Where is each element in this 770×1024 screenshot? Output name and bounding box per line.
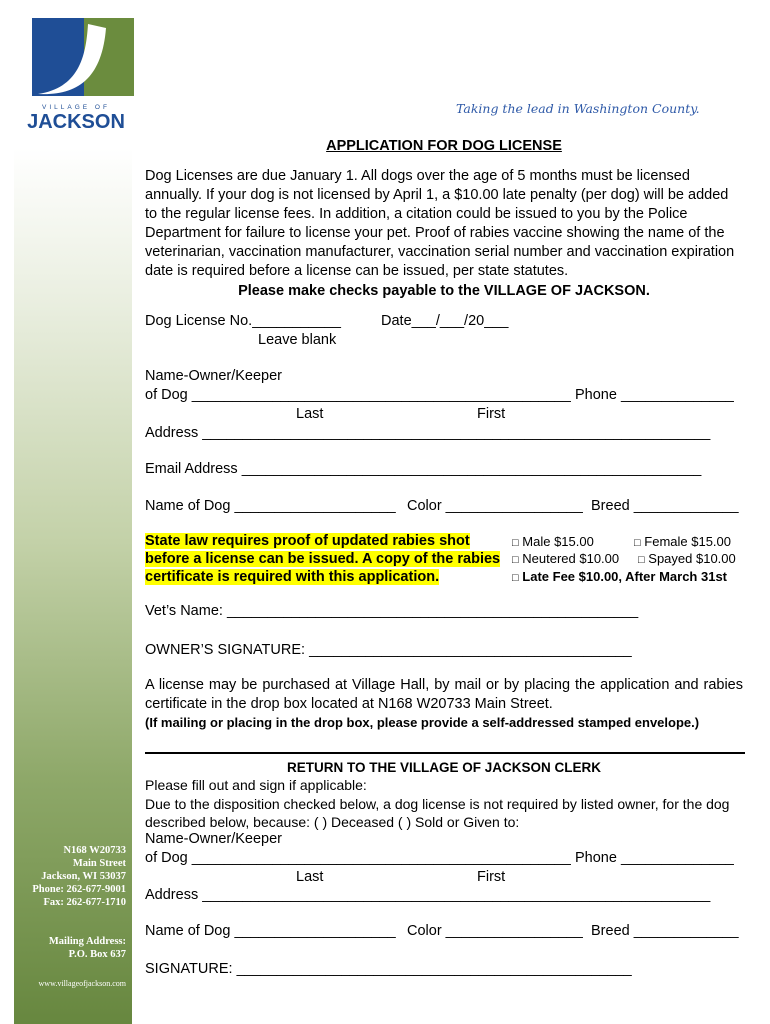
vet-name-field[interactable]: Vet’s Name: ___________________________________________________ <box>145 603 639 619</box>
email-field[interactable]: Email Address _________________________________________________________ <box>145 461 702 477</box>
owner-name-field[interactable]: of Dog _______________________________________________ <box>145 387 571 403</box>
return-address-field[interactable]: Address _______________________________________________________________ <box>145 887 711 903</box>
first-label: First <box>477 406 506 422</box>
return-breed-field[interactable]: Breed _____________ <box>591 923 739 939</box>
fax-number: Fax: 262-677-1710 <box>43 897 126 908</box>
return-color-field[interactable]: Color _________________ <box>407 923 583 939</box>
spayed-option[interactable]: □ Spayed $10.00 <box>638 551 736 566</box>
purchase-paragraph: A license may be purchased at Village Hall, by mail or by placing the application and rabies certificate in the drop box located at N168 W20733 Main Street. <box>145 677 743 712</box>
mailing-note: (If mailing or placing in the drop box, please provide a self-addressed stamped envelope.) <box>145 715 700 730</box>
late-fee-option[interactable]: □ Late Fee $10.00, After March 31st <box>512 569 728 584</box>
dog-name-field[interactable]: Name of Dog ____________________ <box>145 498 396 514</box>
return-last-label: Last <box>296 869 324 885</box>
rabies-notice-3: certificate is required with this application. <box>145 569 440 585</box>
phone-number: Phone: 262-677-9001 <box>32 884 126 895</box>
tagline: Taking the lead in Washington County. <box>456 101 700 116</box>
rabies-notice-1: State law requires proof of updated rabies shot <box>145 533 470 549</box>
male-option[interactable]: □ Male $15.00 <box>512 534 594 549</box>
breed-field[interactable]: Breed _____________ <box>591 498 739 514</box>
license-no-field[interactable]: Dog License No.___________ <box>145 313 341 329</box>
logo-village-of: VILLAGE OF <box>42 104 110 111</box>
checkbox-icon[interactable]: □ <box>638 554 645 566</box>
intro-paragraph: Dog Licenses are due January 1. All dogs over the age of 5 months must be licensed annually. If your dog is not licensed by April 1, a $10.00 late penalty (per dog) will be added to the regular license fees. In addition, a citation could be issued to you by the Police Department for failure to license your pet. Proof of rabies vaccine showing the name of the veterinarian, vaccination manufacturer, vaccination serial number and vaccination expiration date is required before a license can be issued, per state statutes. <box>145 168 735 279</box>
checkbox-icon[interactable]: □ <box>512 537 519 549</box>
return-title: RETURN TO THE VILLAGE OF JACKSON CLERK <box>286 760 601 775</box>
female-option[interactable]: □ Female $15.00 <box>634 534 732 549</box>
checkbox-icon[interactable]: □ <box>512 554 519 566</box>
logo-jackson: JACKSON <box>27 111 125 130</box>
name-owner-label: Name-Owner/Keeper <box>145 368 282 384</box>
leave-blank-note: Leave blank <box>258 332 337 348</box>
village-logo <box>18 18 134 130</box>
form-title: APPLICATION FOR DOG LICENSE <box>326 138 562 154</box>
po-box: P.O. Box 637 <box>68 949 126 960</box>
return-name-owner-label: Name-Owner/Keeper <box>145 831 282 847</box>
return-owner-name-field[interactable]: of Dog _______________________________________________ <box>145 850 571 866</box>
checks-payable: Please make checks payable to the VILLAGE OF JACKSON. <box>238 283 650 299</box>
last-label: Last <box>296 406 324 422</box>
owner-signature-field[interactable]: OWNER’S SIGNATURE: ________________________________________ <box>145 642 632 658</box>
date-field[interactable]: Date___/___/20___ <box>381 313 509 329</box>
fill-out-note: Please fill out and sign if applicable: <box>145 777 367 793</box>
neutered-option[interactable]: □ Neutered $10.00 <box>512 551 620 566</box>
phone-field[interactable]: Phone ______________ <box>575 387 734 403</box>
mailing-label: Mailing Address: <box>48 936 126 947</box>
address-line-2: Main Street <box>72 858 126 869</box>
address-line-3: Jackson, WI 53037 <box>41 871 126 882</box>
sidebar-address <box>14 844 126 990</box>
checkbox-icon[interactable]: □ <box>634 537 641 549</box>
disposition-text: Due to the disposition checked below, a dog license is not required by listed owner, for the dog described below, because: ( ) Deceased ( ) Sold or Given to: <box>145 796 730 830</box>
section-divider <box>145 752 745 754</box>
return-phone-field[interactable]: Phone ______________ <box>575 850 734 866</box>
rabies-notice-2: before a license can be issued. A copy of the rabies <box>145 551 501 567</box>
checkbox-icon[interactable]: □ <box>512 572 519 584</box>
return-first-label: First <box>477 869 506 885</box>
address-field[interactable]: Address _______________________________________________________________ <box>145 425 711 441</box>
signature-field[interactable]: SIGNATURE: _________________________________________________ <box>145 961 632 977</box>
website: www.villageofjackson.com <box>38 979 126 988</box>
color-field[interactable]: Color _________________ <box>407 498 583 514</box>
return-dog-name-field[interactable]: Name of Dog ____________________ <box>145 923 396 939</box>
address-line-1: N168 W20733 <box>63 845 126 856</box>
